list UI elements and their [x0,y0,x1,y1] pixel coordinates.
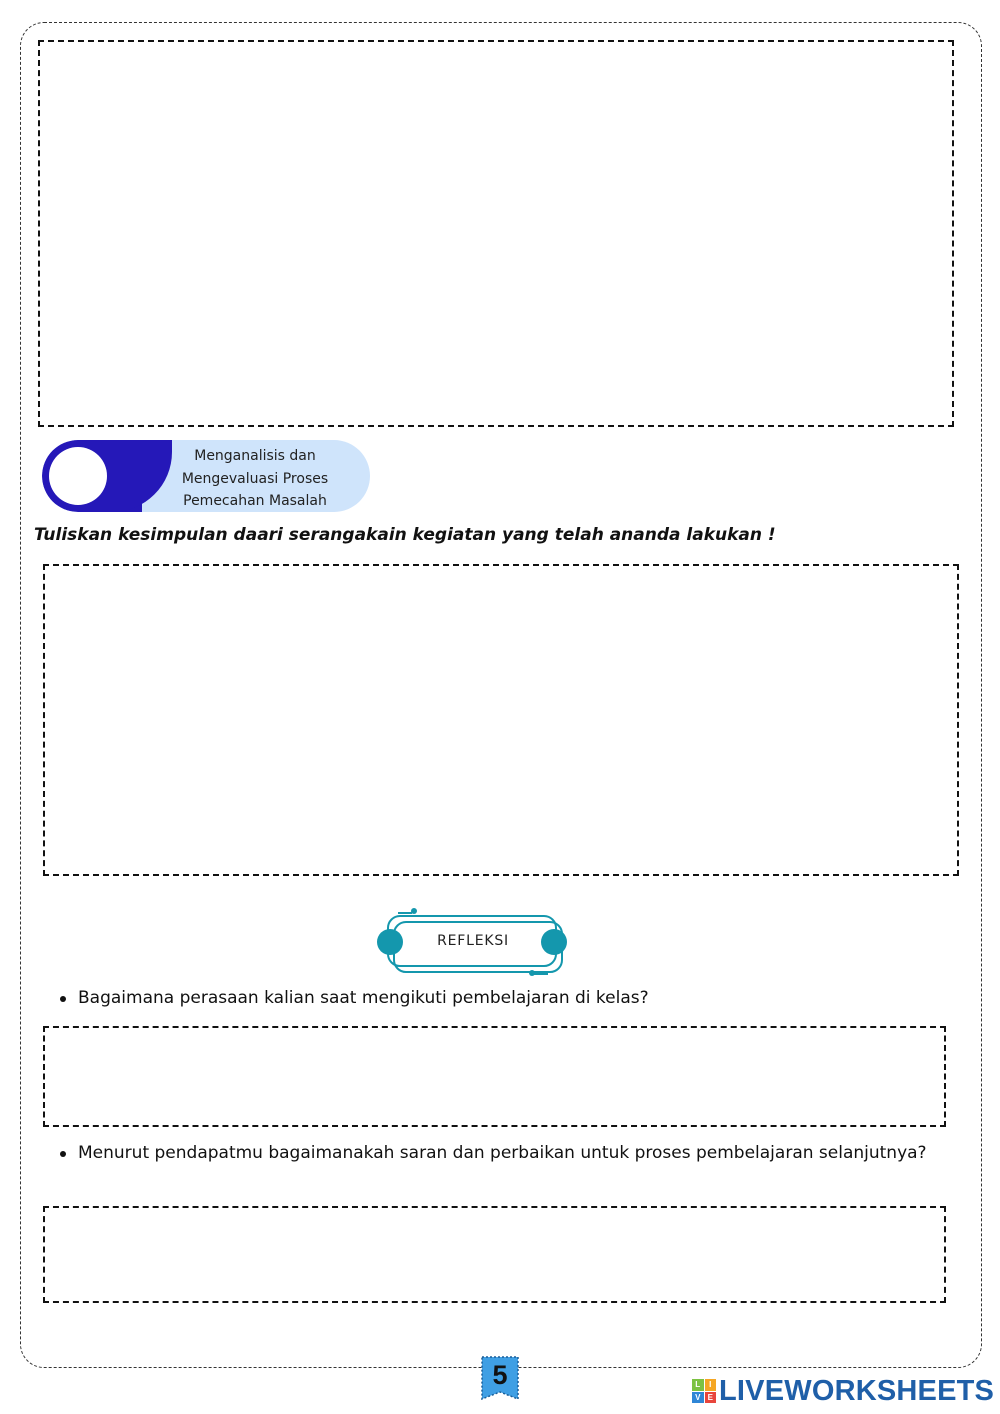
bullet-dot-icon [60,996,66,1002]
question-text: Bagaimana perasaan kalian saat mengikuti pembelajaran di kelas? [78,988,649,1008]
reflection-label: REFLEKSI [437,933,509,949]
page-number: 5 [492,1360,508,1390]
logo-text: LIVEWORKSHEETS [719,1374,995,1407]
section-header-text: Menganalisis dan Mengevaluasi Proses Pemecahan Masalah [181,448,329,509]
answer-box-conclusion[interactable] [43,564,959,876]
logo-grid-cell: L [692,1379,704,1391]
pill-circle [49,447,107,505]
logo-grid-icon [692,1379,716,1403]
logo-grid-cell: I [705,1379,717,1391]
answer-box-suggestion[interactable] [43,1206,946,1303]
reflection-badge [376,906,570,978]
page-number-badge [481,1356,519,1400]
logo-grid-cell: V [692,1392,704,1404]
answer-box-feeling[interactable] [43,1026,946,1127]
logo-grid-cell: E [705,1392,717,1404]
bullet-dot-icon [60,1151,66,1157]
reflection-question-2 [60,1140,946,1167]
question-text: Menurut pendapatmu bagaimanakah saran dan perbaikan untuk proses pembelajaran selanjutnya? [78,1143,927,1163]
reflection-question-1 [60,985,946,1012]
liveworksheets-logo[interactable] [692,1375,994,1407]
conclusion-instruction: Tuliskan kesimpulan daari serangakain kegiatan yang telah ananda lakukan ! [34,525,776,545]
answer-box-top[interactable] [38,40,954,427]
section-header-pill [42,440,370,512]
